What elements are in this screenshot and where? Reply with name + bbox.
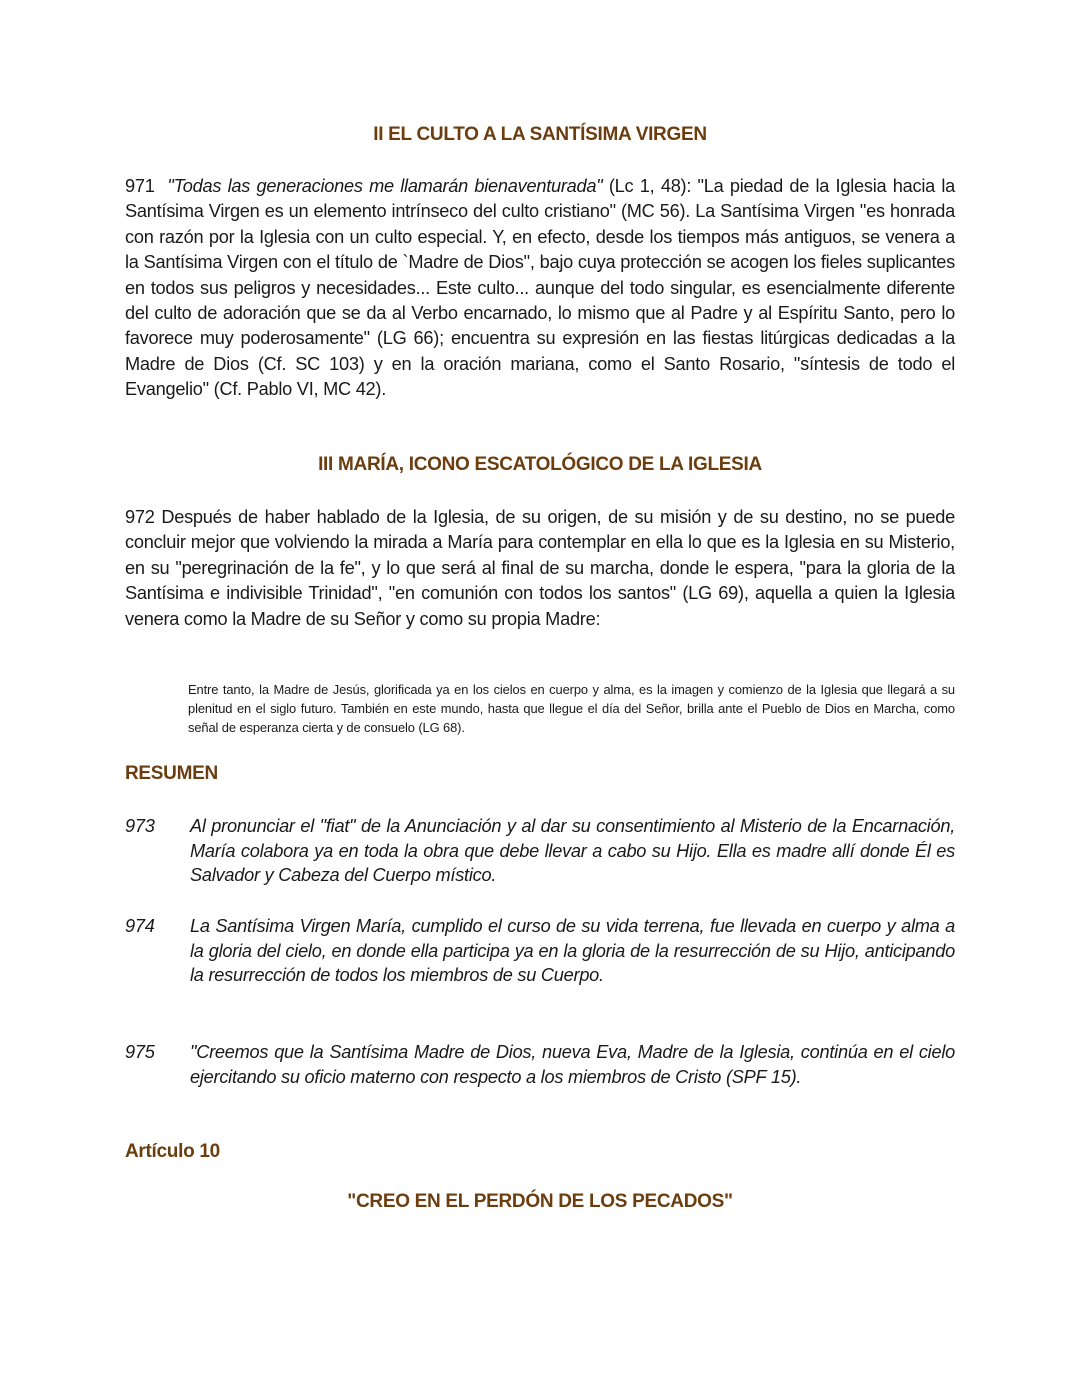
article-title: "CREO EN EL PERDÓN DE LOS PECADOS"	[347, 1191, 733, 1212]
paragraph-971	[125, 174, 955, 403]
resumen-item	[125, 814, 955, 888]
paragraph-text: (Lc 1, 48): "La piedad de la Iglesia hacia la Santísima Virgen es un elemento intrínseco del culto cristiano" (MC 56). La Santísima Virgen "es honrada con razón por la Iglesia con un culto especial. Y, en efecto, desde los tiempos más antiguos, se venera a la Santísima Virgen con el título de `Madre de Dios", bajo cuya protección se acogen los fieles suplicantes en todos sus peligros y necesidades... Este culto... aunque del todo singular, es esencialmente diferente del culto de adoración que se da al Verbo encarnado, lo mismo que al Padre y al Espíritu Santo, pero lo favorece muy poderosamente" (LG 66); encuentra su expresión en las fiestas litúrgicas dedicadas a la Madre de Dios (Cf. SC 103) y en la oración mariana, como el Santo Rosario, "síntesis de todo el Evangelio" (Cf. Pablo VI, MC 42).	[125, 176, 956, 400]
item-number: 975	[125, 1042, 155, 1062]
item-text: Al pronunciar el "fiat" de la Anunciación y al dar su consentimiento al Misterio de la Encarnación, María colabora ya en toda la obra que debe llevar a cabo su Hijo. Ella es madre allí donde Él es Salvador y Cabeza del Cuerpo místico.	[190, 816, 955, 886]
section-heading-icono: III MARÍA, ICONO ESCATOLÓGICO DE LA IGLESIA	[318, 454, 762, 475]
article-label: Artículo 10	[125, 1141, 220, 1162]
item-number: 974	[125, 916, 155, 936]
block-quote: Entre tanto, la Madre de Jesús, glorificada ya en los cielos en cuerpo y alma, es la imagen y comienzo de la Iglesia que llegará a su plenitud en el siglo futuro. También en este mundo, hasta que llegue el día del Señor, brilla ante el Pueblo de Dios en Marcha, como señal de esperanza cierta y de consuelo (LG 68).	[188, 682, 955, 735]
resumen-item	[125, 914, 955, 988]
item-number: 973	[125, 816, 155, 836]
paragraph-972: 972 Después de haber hablado de la Iglesia, de su origen, de su misión y de su destino, no se puede concluir mejor que volviendo la mirada a María para contemplar en ella lo que es la Iglesia en su Misterio, en su "peregrinación de la fe", y lo que será al final de su marcha, donde le espera, "para la gloria de la Santísima e indivisible Trinidad", "en comunión con todos los santos" (LG 69), aquella a quien la Iglesia venera como la Madre de su Señor y como su propia Madre:	[125, 507, 955, 629]
resumen-item	[125, 1040, 955, 1089]
resumen-heading: RESUMEN	[125, 763, 218, 784]
quote-italic: "Todas las generaciones me llamarán bienaventurada"	[167, 176, 603, 196]
item-text: La Santísima Virgen María, cumplido el curso de su vida terrena, fue llevada en cuerpo y alma a la gloria del cielo, en donde ella participa ya en la gloria de la resurrección de su Hijo, anticipando la resurrección de todos los miembros de su Cuerpo.	[190, 916, 955, 986]
paragraph-number: 971	[125, 176, 155, 196]
item-text: "Creemos que la Santísima Madre de Dios, nueva Eva, Madre de la Iglesia, continúa en el cielo ejercitando su oficio materno con respecto a los miembros de Cristo (SPF 15).	[190, 1042, 955, 1087]
section-heading-culto: II EL CULTO A LA SANTÍSIMA VIRGEN	[373, 124, 707, 145]
